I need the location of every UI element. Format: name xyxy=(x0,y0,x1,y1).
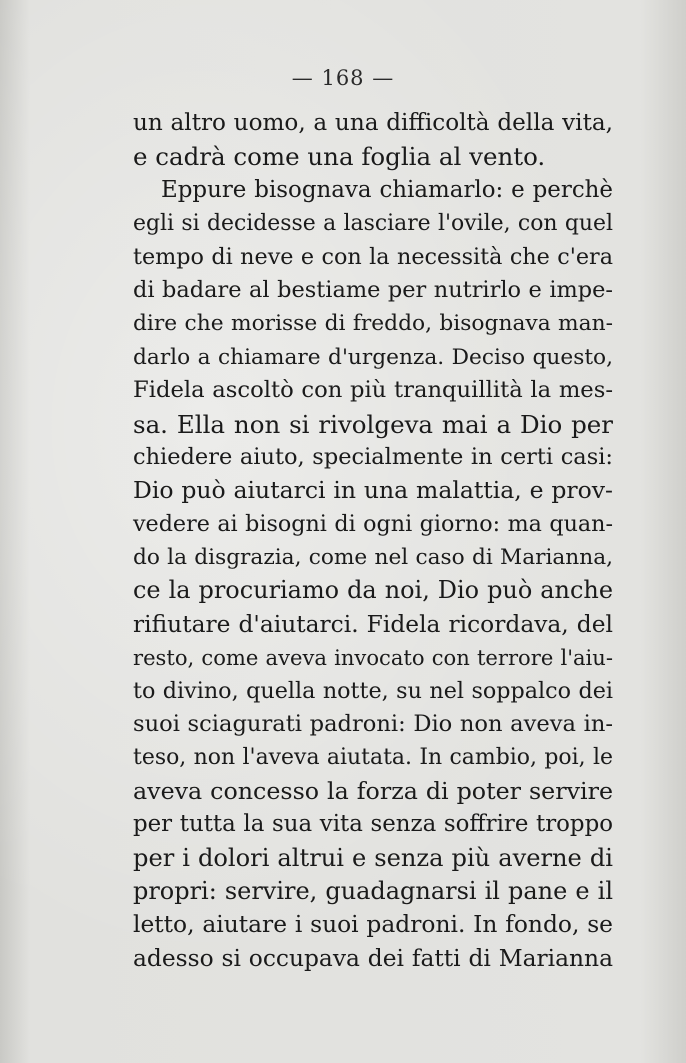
text-line: e cadrà come una foglia al vento. xyxy=(133,142,546,172)
body-text xyxy=(133,107,613,975)
text-line: rifiutare d'aiutarci. Fidela ricordava, del xyxy=(133,609,613,638)
text-line: sa. Ella non si rivolgeva mai a Dio per xyxy=(133,409,613,439)
text-line: propri: servire, guadagnarsi il pane e il xyxy=(133,876,613,905)
text-line: teso, non l'aveva aiutata. In cambio, poi, le xyxy=(133,745,613,771)
text-line: tempo di neve e con la necessità che c'era xyxy=(133,243,613,270)
text-line: dire che morisse di freddo, bisognava man- xyxy=(133,311,613,337)
text-line: suoi sciagurati padroni: Dio non aveva in- xyxy=(133,711,613,738)
text-line: Dio può aiutarci in una malattia, e prov- xyxy=(133,476,613,505)
text-line: chiedere aiuto, specialmente in certi casi: xyxy=(133,443,613,470)
text-line: di badare al bestiame per nutrirlo e impe- xyxy=(133,276,613,303)
text-line: to divino, quella notte, su nel soppalco dei xyxy=(133,677,613,704)
page-number-header: — 168 — xyxy=(291,66,395,90)
text-line: darlo a chiamare d'urgenza. Deciso questo, xyxy=(133,344,613,370)
text-line: adesso si occupava dei fatti di Marianna xyxy=(133,943,613,972)
text-line: egli si decidesse a lasciare l'ovile, con quel xyxy=(133,211,613,237)
text-line: Eppure bisognava chiamarlo: e perchè xyxy=(161,176,613,203)
text-line: ce la procuriamo da noi, Dio può anche xyxy=(133,576,613,605)
text-line: vedere ai bisogni di ogni giorno: ma quan- xyxy=(133,510,613,537)
text-line: un altro uomo, a una difficoltà della vita, xyxy=(133,110,613,136)
text-line: per i dolori altrui e senza più averne di xyxy=(133,843,613,872)
text-line: do la disgrazia, come nel caso di Marianna, xyxy=(133,545,613,571)
text-line: resto, come aveva invocato con terrore l'aiu- xyxy=(133,645,613,671)
text-line: Fidela ascoltò con più tranquillità la mes- xyxy=(133,377,613,404)
text-line: aveva concesso la forza di poter servire xyxy=(133,776,613,805)
text-line: per tutta la sua vita senza soffrire troppo xyxy=(133,811,613,838)
text-line: letto, aiutare i suoi padroni. In fondo, se xyxy=(133,910,613,939)
